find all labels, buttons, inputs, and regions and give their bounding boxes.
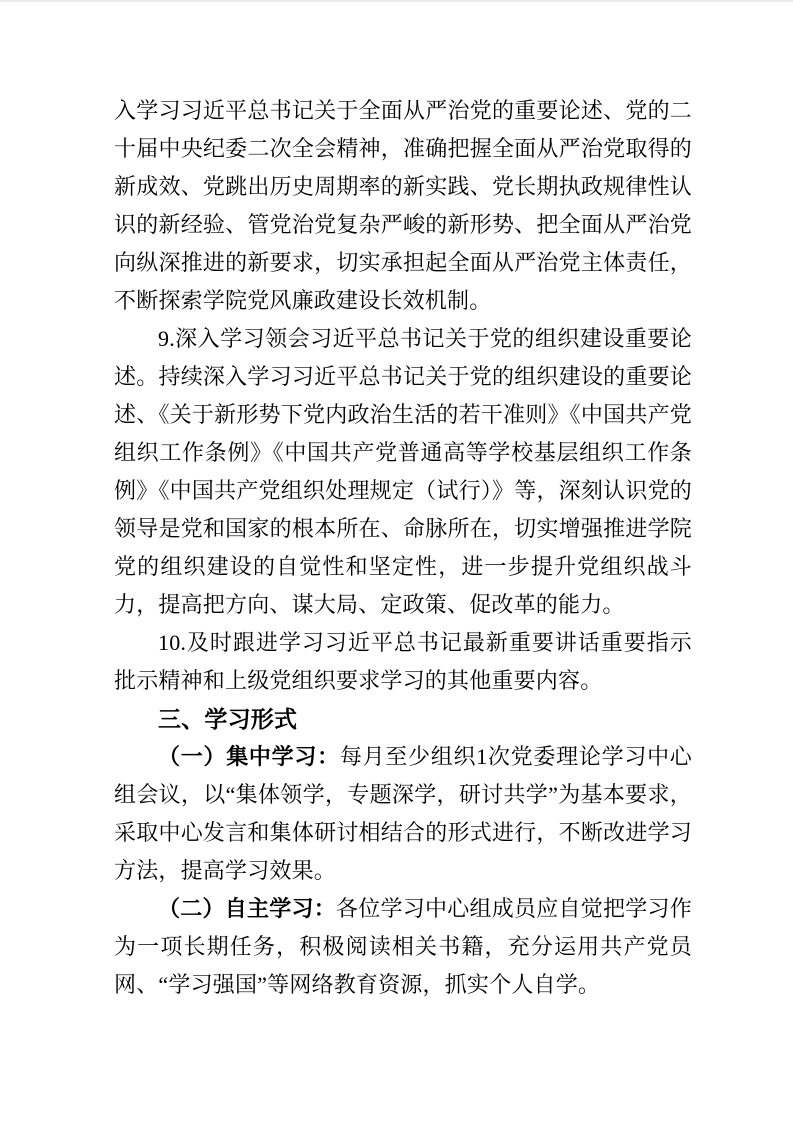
page-top-edge	[0, 0, 793, 2]
paragraph-lead-self-study: （二）自主学习：	[158, 896, 337, 921]
paragraph-text-centralized-study: 每月至少组织1次党委理论学习中心组会议，以“集体领学，专题深学，研讨共学”为基本要求，采取中心发言和集体研讨相结合的形式进行，不断改进学习方法，提高学习效果。	[114, 744, 692, 883]
paragraph-item-9: 9.深入学习领会习近平总书记关于党的组织建设重要论述。持续深入学习习近平总书记关于党的组织建设的重要论述、《关于新形势下党内政治生活的若干准则》《中国共产党组织工作条例》《中国共产党普通高等学校基层组织工作条例》《中国共产党组织处理规定（试行）》等，深刻认识党的领导是党和国家的根本所在、命脉所在，切实增强推进学院党的组织建设的自觉性和坚定性，进一步提升党组织战斗力，提高把方向、谋大局、定政策、促改革的能力。	[114, 326, 692, 617]
document-text-block	[114, 92, 692, 1004]
paragraph-lead-centralized-study: （一）集中学习：	[158, 744, 340, 769]
paragraph-item-10: 10.及时跟进学习习近平总书记最新重要讲话重要指示批示精神和上级党组织要求学习的其他重要内容。	[114, 630, 692, 693]
paragraph-self-study	[114, 890, 692, 1004]
paragraph-continuation: 入学习习近平总书记关于全面从严治党的重要论述、党的二十届中央纪委二次全会精神，准确把握全面从严治党取得的新成效、党跳出历史周期率的新实践、党长期执政规律性认识的新经验、管党治党复杂严峻的新形势、把全面从严治党向纵深推进的新要求，切实承担起全面从严治党主体责任，不断探索学院党风廉政建设长效机制。	[114, 98, 692, 313]
paragraph-centralized-study	[114, 738, 692, 890]
section-heading-study-forms: 三、学习形式	[158, 706, 298, 732]
paragraph-text-self-study: 各位学习中心组成员应自觉把学习作为一项长期任务，积极阅读相关书籍，充分运用共产党员网、“学习强国”等网络教育资源，抓实个人自学。	[114, 896, 692, 997]
